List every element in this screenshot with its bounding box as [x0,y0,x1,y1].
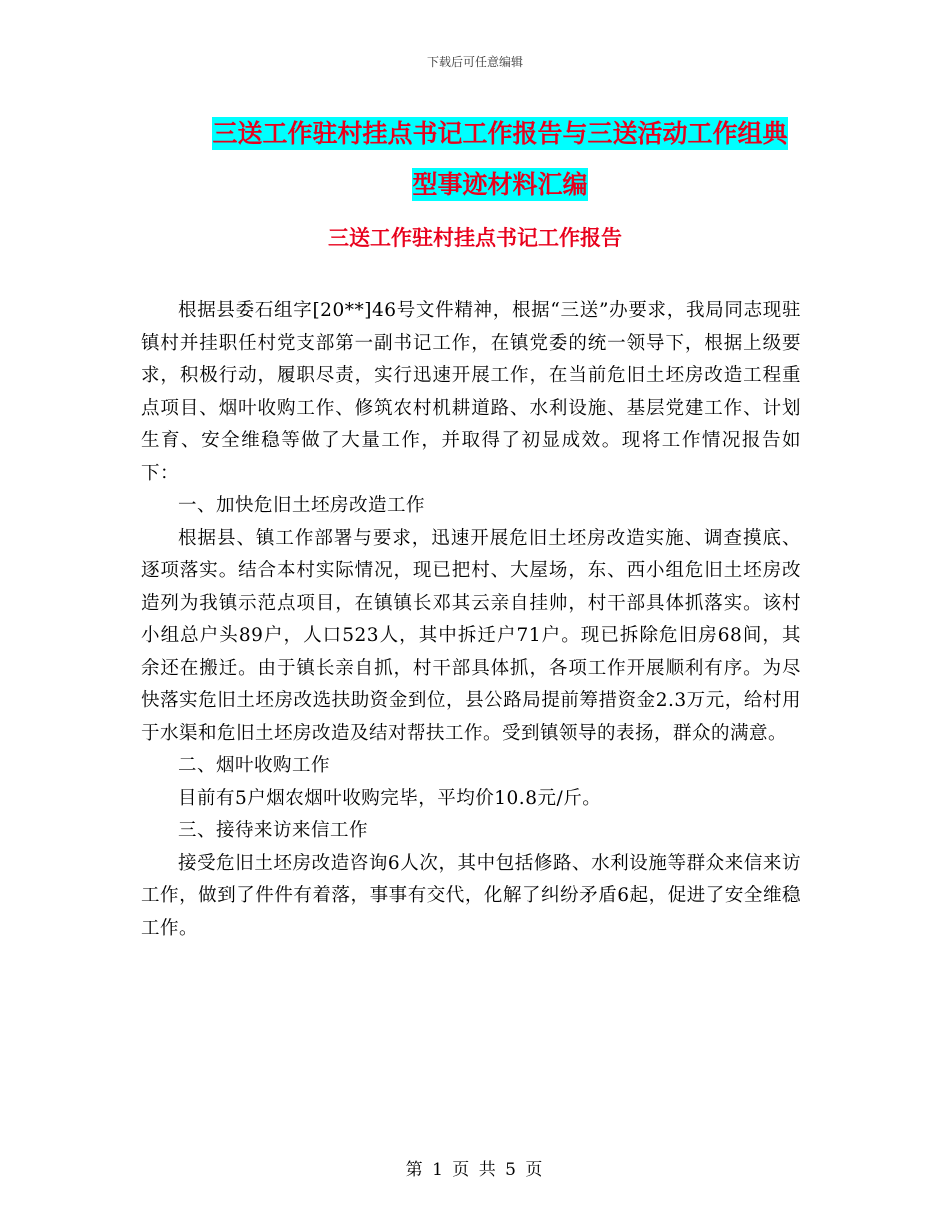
heading-section-3: 三、接待来访来信工作 [178,820,369,841]
section-title: 三送工作驻村挂点书记工作报告 [328,226,622,250]
heading-section-1: 一、加快危旧土坯房改造工作 [178,495,426,516]
header-note: 下载后可任意编辑 [426,55,523,69]
document-body [141,295,801,945]
paragraph-intro: 根据县委石组字[20**]46号文件精神，根据“三送”办要求，我局同志现驻镇村并挂职任村党支部第一副书记工作，在镇党委的统一领导下，根据上级要求，积极行动，履职尽责，实行迅速开展工作，在当前危旧土坯房改造工程重点项目、烟叶收购工作、修筑农村机耕道路、水利设施、基层党建工作、计划生育、安全维稳等做了大量工作，并取得了初显成效。现将工作情况报告如下： [141,300,801,484]
heading-section-2: 二、烟叶收购工作 [178,755,331,776]
document-title [150,108,850,210]
page-number: 第 1 页 共 5 页 [405,1160,545,1180]
paragraph-section-3: 接受危旧土坯房改造咨询6人次，其中包括修路、水利设施等群众来信来访工作，做到了件件有着落，事事有交代，化解了纠纷矛盾6起，促进了安全维稳工作。 [141,852,801,939]
title-line-2: 型事迹材料汇编 [412,170,588,199]
paragraph-section-1: 根据县、镇工作部署与要求，迅速开展危旧土坯房改造实施、调查摸底、逐项落实。结合本村实际情况，现已把村、大屋场，东、西小组危旧土坯房改造列为我镇示范点项目，在镇镇长邓其云亲自挂帅，村干部具体抓落实。该村小组总户头89户，人口523人，其中拆迁户71户。现已拆除危旧房68间，其余还在搬迁。由于镇长亲自抓，村干部具体抓，各项工作开展顺利有序。为尽快落实危旧土坯房改选扶助资金到位，县公路局提前筹措资金2.3万元，给村用于水渠和危旧土坯房改造及结对帮扶工作。受到镇领导的表扬，群众的满意。 [141,527,801,744]
title-line-1: 三送工作驻村挂点书记工作报告与三送活动工作组典 [212,119,788,148]
paragraph-section-2: 目前有5户烟农烟叶收购完毕，平均价10.8元/斤。 [178,787,602,809]
